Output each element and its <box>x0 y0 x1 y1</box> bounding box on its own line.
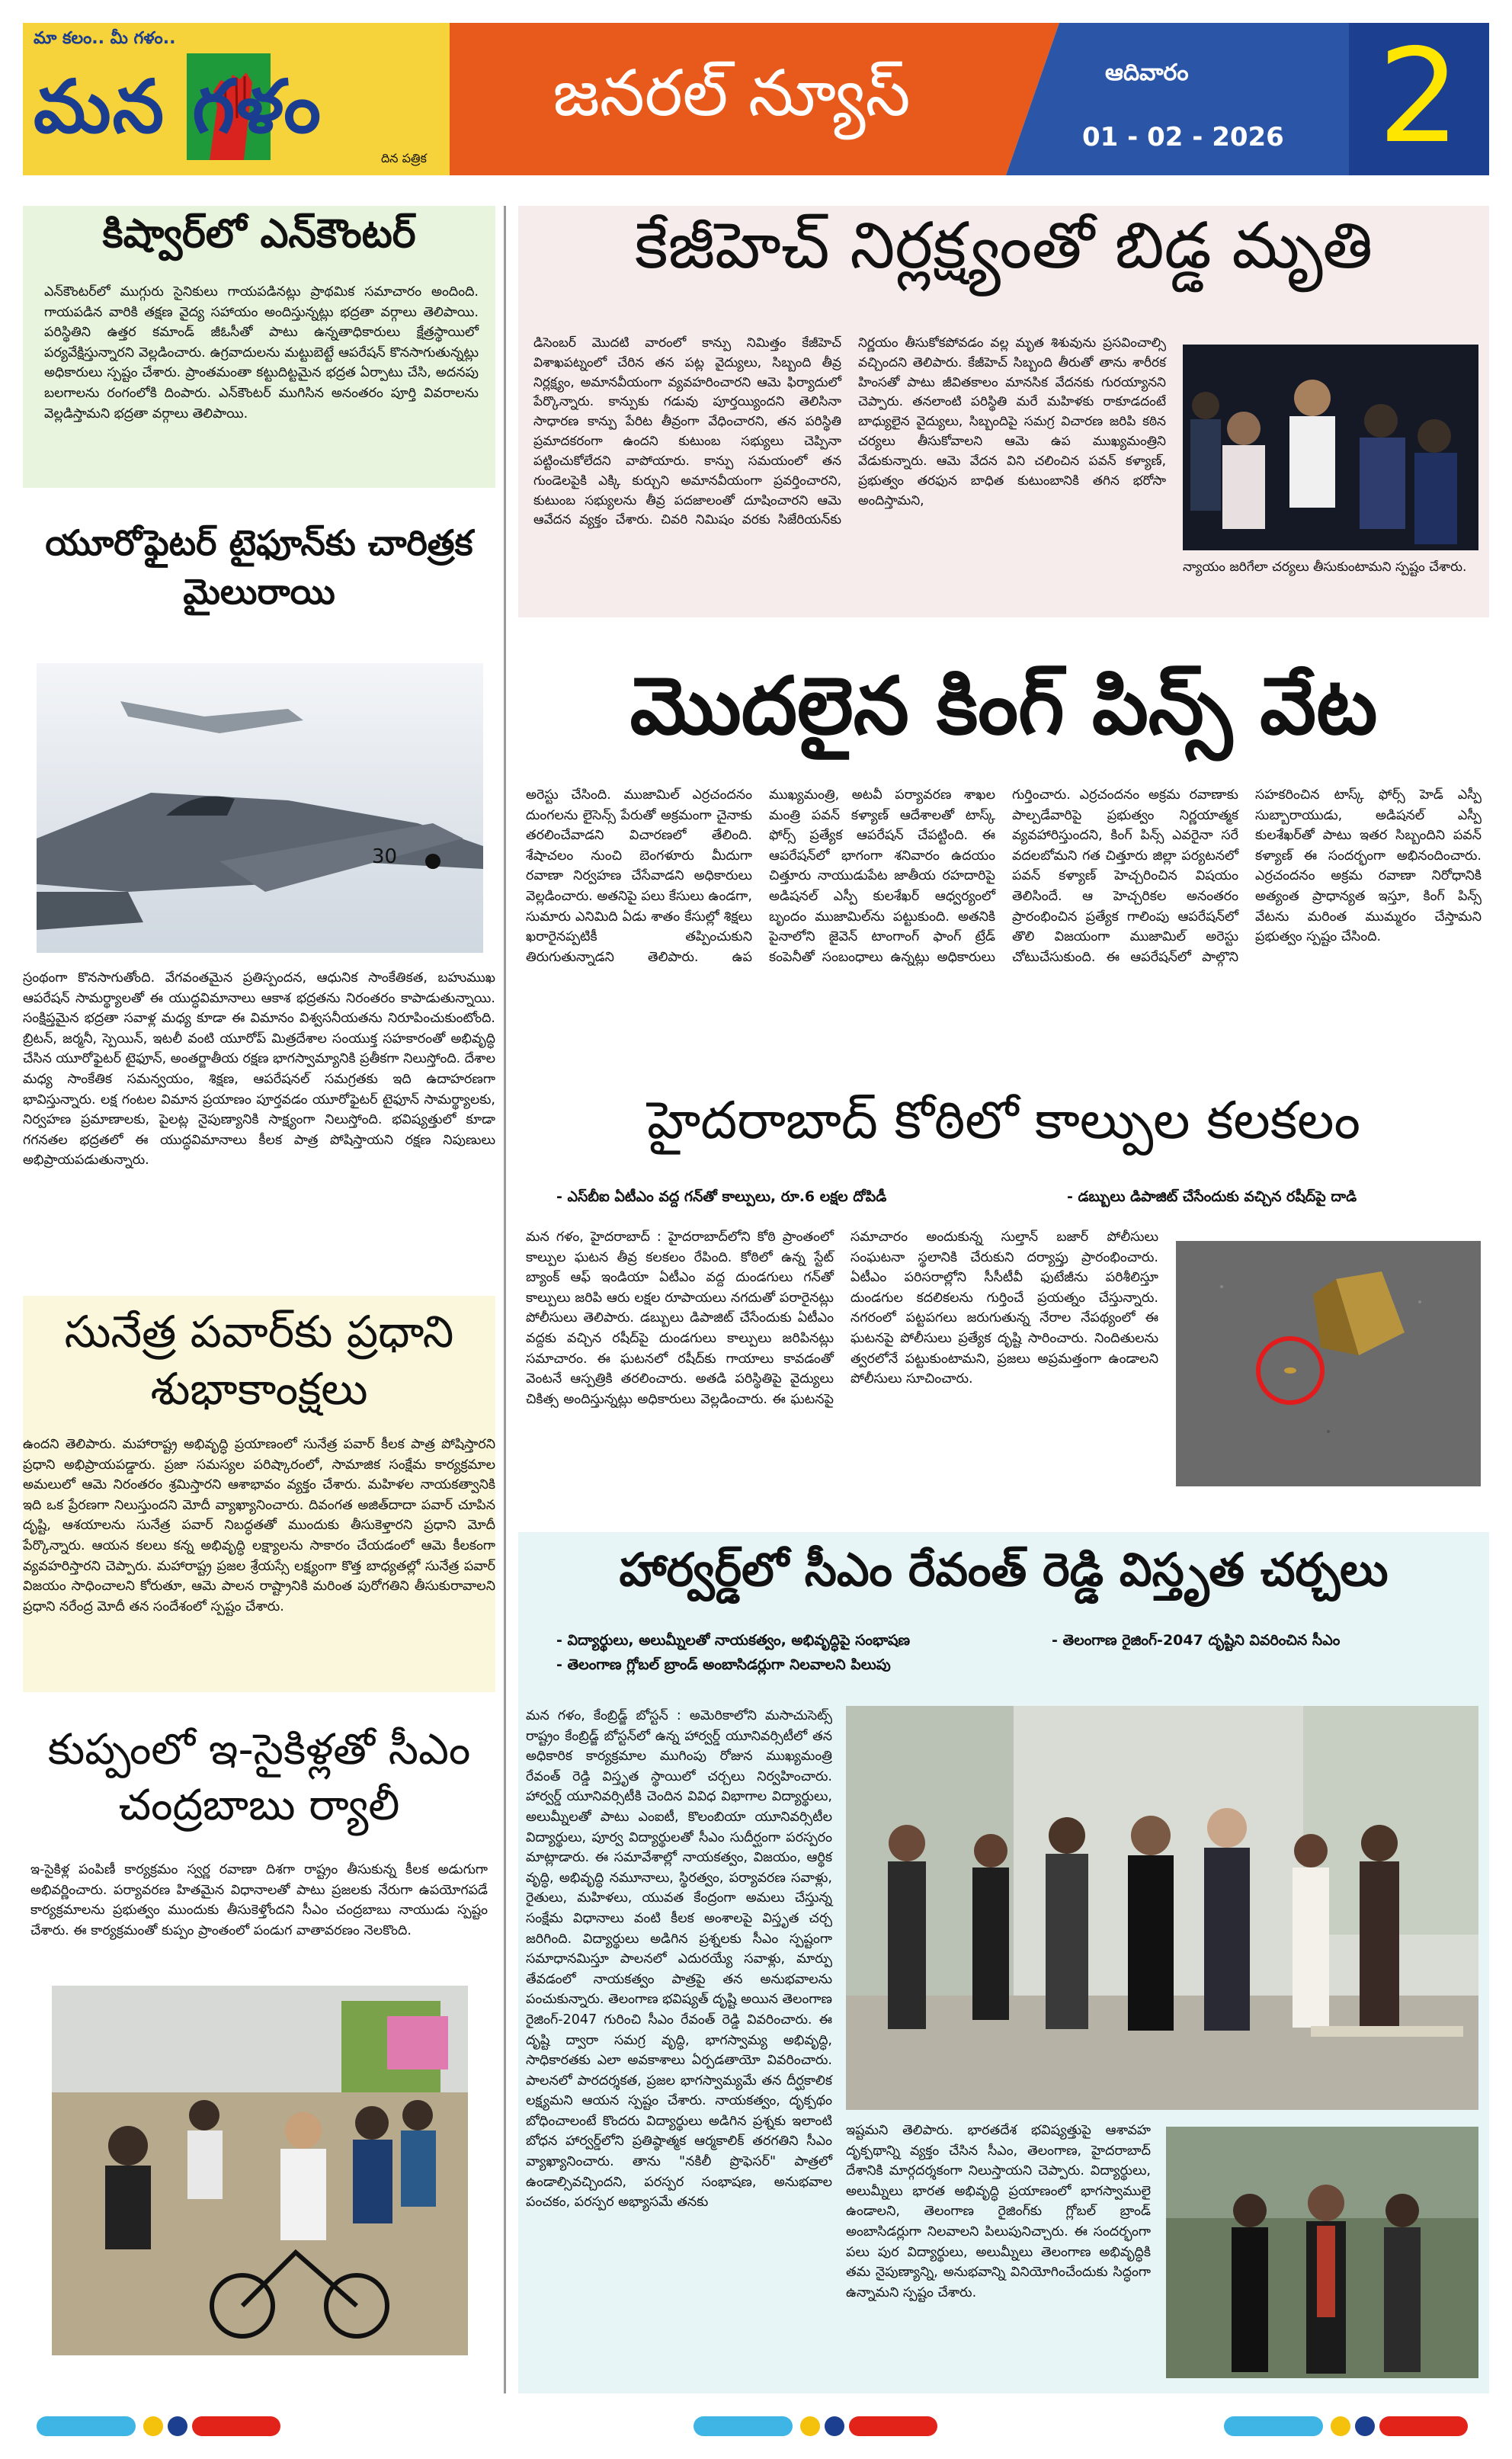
eurofighter-body: స్రంథంగా కొనసాగుతోంది. వేగవంతమైన ప్రతిస్పందన, ఆధునిక సాంకేతికత, బహుముఖ ఆపరేషన్ సామర్థ్యాలతో ఈ యుద్ధవిమానాలు ఆకాశ భద్రతను నిరంతరం కాపాడుతున్నాయి. సంక్షిప్తమైన భద్రతా సవాళ్ల మధ్య కూడా ఈ విమానం విశ్వసనీయతను నిరూపించుకుంటోంది. బ్రిటన్, జర్మనీ, స్పెయిన్, ఇటలీ వంటి యూరోప్ మిత్రదేశాల సంయుక్త సహకారంతో అభివృద్ధి చేసిన యూరోఫైటర్ టైఫూన్, అంతర్జాతీయ రక్షణ భాగస్వామ్యానికి ప్రతీకగా నిలుస్తోంది. దేశాల మధ్య సాంకేతిక సమన్వయం, శిక్షణ, ఆపరేషనల్ సమగ్రతకు ఇది ఉదాహరణగా భావిస్తున్నారు. లక్ష గంటల విమాన ప్రయాణం పూర్తవడం యూరోఫైటర్ టైఫూన్ సామర్థ్యాలకు, నిర్వహణ ప్రమాణాలకు, పైలట్ల నైపుణ్యానికి సాక్ష్యంగా నిలుస్తోంది. భవిష్యత్తులో కూడా గగనతల భద్రతలో ఈ యుద్ధవిమానాలు కీలక పాత్ర పోషిస్తాయని రక్షణ నిపుణులు అభిప్రాయపడుతున్నారు. <box>23 970 495 1169</box>
kgh-photo <box>1183 345 1478 550</box>
kuppam-headline: కుప్పంలో ఇ-సైకిళ్లతో సీఎం చంద్రబాబు ర్యాలీ <box>47 1725 471 1830</box>
harvard-sub-3: - తెలంగాణ గ్లోబల్ బ్రాండ్ అంబాసిడర్లుగా నిలవాలని పిలుపు <box>556 1656 891 1673</box>
footer-bar-right <box>1224 2416 1468 2436</box>
sunetra-body: ఉందని తెలిపారు. మహారాష్ట్ర అభివృద్ధి ప్రయాణంలో సునేత్ర పవార్ కీలక పాత్ర పోషిస్తారని ప్రధాని అభిప్రాయపడ్డారు. ప్రజా సమస్యల పరిష్కారంలో, సామాజిక సంక్షేమ కార్యక్రమాల అమలులో ఆమె నిరంతరం శ్రమిస్తారని ఆశాభావం వ్యక్తం చేశారు. మహిళల నాయకత్వానికి ఇది ఒక ప్రేరణగా నిలుస్తుందని మోదీ వ్యాఖ్యానించారు. దివంగత అజిత్‌దాదా పవార్ చూపిన దృష్టి, ఆశయాలను సునేత్ర పవార్ నిబద్ధతతో ముందుకు తీసుకెళ్తారని ప్రధాని మోదీ పేర్కొన్నారు. ఆయన కలలు కన్న అభివృద్ధి లక్ష్యాలను సాకారం చేయడంలో ఆమె కీలకంగా వ్యవహరిస్తారని చెప్పారు. మహారాష్ట్ర ప్రజల శ్రేయస్సే లక్ష్యంగా కొత్త బాధ్యతల్లో సునేత్ర పవార్ విజయం సాధించాలని కోరుతూ, ఆమె పాలన రాష్ట్రానికి మరింత పురోగతిని తీసుకురావాలని ప్రధాని నరేంద్ర మోదీ తన సందేశంలో స్పష్టం చేశారు. <box>23 1437 495 1614</box>
hyderabad-sub-1: - ఎస్‌బీఐ ఏటీఎం వద్ద గన్‌తో కాల్పులు, రూ.6 లక్షల దోపిడీ <box>556 1188 887 1205</box>
kgh-article <box>518 206 1489 617</box>
harvard-sub-1: - విద్యార్థులు, అలుమ్నీలతో నాయకత్వం, అభివృద్ధిపై సంభాషణ <box>556 1632 911 1649</box>
kishtwar-body: ఎన్‌కౌంటర్‌లో ముగ్గురు సైనికులు గాయపడినట్లు ప్రాథమిక సమాచారం అందింది. గాయపడిన వారికి తక్షణ వైద్య సహాయం అందిస్తున్నట్లు భద్రతా వర్గాలు తెలిపాయి. పరిస్థితిని ఉత్తర కమాండ్ జీఓసీతో పాటు ఉన్నతాధికారులు క్షేత్రస్థాయిలో పర్యవేక్షిస్తున్నారని వెల్లడించారు. ఉగ్రవాదులను మట్టుబెట్టే ఆపరేషన్ కొనసాగుతున్నట్లు అధికారులు స్పష్టం చేశారు. ప్రాంతమంతా కట్టుదిట్టమైన భద్రత ఏర్పాటు చేసి, అదనపు బలగాలను రంగంలోకి దింపారు. ఎన్‌కౌంటర్ ముగిసిన అనంతరం పూర్తి వివరాలను వెల్లడిస్తామని భద్రతా వర్గాలు తెలిపాయి. <box>44 284 479 422</box>
logo-block <box>23 23 450 175</box>
issue-day: ఆదివారం <box>1105 59 1189 86</box>
logo-tagline: మా కలం.. మీ గళం.. <box>34 29 176 48</box>
crowd-photo-icon <box>1183 345 1478 550</box>
masthead <box>23 23 1489 175</box>
fighter-jet-icon <box>37 663 483 953</box>
kingpins-headline: మొదలైన కింగ్ పిన్స్ వేట <box>629 659 1378 752</box>
kgh-headline: కేజీహెచ్ నిర్లక్ష్యంతో బిడ్డ మృతి <box>634 208 1373 283</box>
cycle-rally-icon <box>52 1986 468 2355</box>
sunetra-headline: సునేత్ర పవార్‌కు ప్రధాని శుభాకాంక్షలు <box>64 1306 454 1415</box>
sunetra-article <box>23 1296 495 1692</box>
eurofighter-photo <box>37 663 483 953</box>
page-number: 2 <box>1377 21 1461 172</box>
harvard-headline: హార్వర్డ్‌లో సీఎం రేవంత్ రెడ్డి విస్తృత చర్చలు <box>619 1544 1389 1597</box>
issue-date: 01 - 02 - 2026 <box>1082 122 1284 152</box>
kishtwar-headline: కిష్వార్‌లో ఎన్‌కౌంటర్ <box>102 211 416 257</box>
trio-photo-icon <box>1166 2127 1478 2378</box>
column-divider <box>504 206 506 2393</box>
footer-bar-left <box>37 2416 280 2436</box>
hyderabad-headline: హైదరాబాద్ కోఠిలో కాల్పుల కలకలం <box>647 1091 1360 1151</box>
logo-text: మన గళం <box>34 64 322 149</box>
hyderabad-photo <box>1176 1241 1481 1486</box>
section-title: జనరల్ న్యూస్ <box>553 56 911 130</box>
footer-bar-center <box>694 2416 937 2436</box>
bullet-evidence-icon <box>1176 1241 1481 1486</box>
kishtwar-article <box>23 206 495 488</box>
kgh-body: డిసెంబర్ మొదటి వారంలో కాన్పు నిమిత్తం కేజీహెచ్ విశాఖపట్నంలో చేరిన తన పట్ల వైద్యులు, సిబ్బంది తీవ్ర నిర్లక్ష్యం, అమానవీయంగా వ్యవహరించారని ఆమె ఫిర్యాదులో పేర్కొన్నారు. కాన్పుకు గడువు పూర్తయ్యిందని తెలిసినా సాధారణ కాన్పు పేరిట తీవ్రంగా వేధించారని, తన పరిస్థితి ప్రమాదకరంగా ఉందని కుటుంబ సభ్యులు చెప్పినా పట్టించుకోలేదని వాపోయారు. కాన్పు సమయంలో తన గుండెలపైకి ఎక్కి కుర్చుని అమానవీయంగా ప్రవర్తించారని, కుటుంబ సభ్యులను తీవ్ర పదజాలంతో దూషించారని ఆమె ఆవేదన వ్యక్తం చేశారు. చివరి నిమిషం వరకు సిజేరియన్‌కు నిర్ణయం తీసుకోకపోవడం వల్ల మృత శిశువును ప్రసవించాల్సి వచ్చిందని తెలిపారు. కేజీహెచ్ సిబ్బంది తీరుతో తాను శారీరక హింసతో పాటు జీవితకాలం మానసిక వేదనకు గురయ్యానని చెప్పారు. తనలాంటి పరిస్థితి మరే మహిళకు రాకూడదంటే బాధ్యులైన వైద్యులు, సిబ్బందిపై సమగ్ర విచారణ జరిపి కఠిన చర్యలు తీసుకోవాలని ఆమె ఉప ముఖ్యమంత్రిని వేడుకున్నారు. ఆమె వేదన విని చలించిన పవన్ కళ్యాణ్, ప్రభుత్వం తరఫున బాధిత కుటుంబానికి తగిన భరోసా అందిస్తామని, <box>533 335 1166 528</box>
harvard-sub-2: - తెలంగాణ రైజింగ్-2047 దృష్టిని వివరించిన సీఎం <box>1052 1632 1341 1649</box>
harvard-body-right: ఇష్టమని తెలిపారు. భారతదేశ భవిష్యత్తుపై ఆశావహ దృక్పథాన్ని వ్యక్తం చేసిన సీఎం, తెలంగాణ, హైదరాబాద్ దేశానికి మార్గదర్శకంగా నిలుస్తాయని చెప్పారు. విద్యార్థులు, అలుమ్నీలు భారత అభివృద్ధి ప్రయాణంలో భాగస్వాములై ఉండాలని, తెలంగాణ రైజింగ్‌కు గ్లోబల్ బ్రాండ్ అంబాసిడర్లుగా నిలవాలని పిలుపునిచ్చారు. ఈ సందర్భంగా పలు పుర విద్యార్థులు, అలుమ్నీలు తెలంగాణ అభివృద్ధికి తమ నైపుణ్యాన్ని, అనుభవాన్ని వినియోగించేందుకు సిద్ధంగా ఉన్నామని స్పష్టం చేశారు. <box>846 2123 1151 2300</box>
hyderabad-sub-2: - డబ్బులు డిపాజిట్ చేసేందుకు వచ్చిన రషీద్‌పై దాడి <box>1067 1188 1357 1205</box>
fighter-tail-number: 30 <box>372 845 398 868</box>
harvard-body-left: మన గళం, కేంబ్రిడ్జ్ బోస్టన్ : అమెరికాలోని మసాచుసెట్స్ రాష్ట్రం కేంబ్రిడ్జ్ బోస్టన్‌లో ఉన్న హార్వర్డ్ యూనివర్సిటీలో తన అధికారిక కార్యక్రమాల ముగింపు రోజున ముఖ్యమంత్రి రేవంత్ రెడ్డి విస్తృత స్థాయిలో చర్చలు నిర్వహించారు. హార్వర్డ్ యూనివర్సిటీకి చెందిన వివిధ విభాగాల విద్యార్థులు, అలుమ్నీలతో పాటు ఎంఐటీ, కొలంబియా యూనివర్సిటీల విద్యార్థులు, పూర్వ విద్యార్థులతో సీఎం సుదీర్ఘంగా పరస్పరం మాట్లాడారు. ఈ సమావేశాల్లో నాయకత్వం, విజయం, ఆర్థిక వృద్ధి, అభివృద్ధి నమూనాలు, స్థిరత్వం, పర్యావరణ సవాళ్లు, రైతులు, మహిళలు, యువత కేంద్రంగా అమలు చేస్తున్న సంక్షేమ విధానాలు వంటి కీలక అంశాలపై విస్తృత చర్చ జరిగింది. విద్యార్థులు అడిగిన ప్రశ్నలకు సీఎం స్పష్టంగా సమాధానమిస్తూ పాలనలో ఎదురయ్యే సవాళ్లు, మార్పు తేవడంలో నాయకత్వం పాత్రపై తన అనుభవాలను పంచుకున్నారు. తెలంగాణ భవిష్యత్ దృష్టి అయిన తెలంగాణ రైజింగ్-2047 గురించి సీఎం రేవంత్ రెడ్డి వివరించారు. ఈ దృష్టి ద్వారా సమగ్ర వృద్ధి, భాగస్వామ్య అభివృద్ధి, సాధికారతకు ఎలా అవకాశాలు ఏర్పడతాయో వివరించారు. పాలనలో పారదర్శకత, ప్రజల భాగస్వామ్యమే తన దీర్ఘకాలిక లక్ష్యమని ఆయన స్పష్టం చేశారు. నాయకత్వం, దృక్పథం బోధించాలంటే కొందరు విద్యార్థులు అడిగిన ప్రశ్నకు ఇలాంటి బోధన హార్వర్డ్‌లోని ప్రతిష్ఠాత్మక ఆర్మకాలిక్ తరగతిని సీఎం వ్యాఖ్యానించారు. తాను "నకిలీ ప్రొఫెసర్" పాత్రలో ఉండాల్సివచ్చిందని, పరస్పర సంభాషణ, అనుభవాల పంచకం, పరస్పర అభ్యాసమే తనకు <box>526 1708 832 2211</box>
group-photo-icon <box>846 1706 1478 2110</box>
kingpins-body: అరెస్టు చేసింది. ముజామిల్ ఎర్రచందనం దుంగలను లైసెన్స్ పేరుతో అక్రమంగా చైనాకు తరలించేవాడని విచారణలో తేలింది. శేషాచలం నుంచి బెంగళూరు మీదుగా రవాణా నిర్వహణ చేసేవాడని అధికారులు వెల్లడించారు. అతనిపై పలు కేసులు ఉండగా, సుమారు ఎనిమిది ఏడు శాతం కేసుల్లో శిక్షలు ఖరారైనప్పటికీ తప్పించుకుని తిరుగుతున్నాడని తెలిపారు. ఉప ముఖ్యమంత్రి, అటవీ పర్యావరణ శాఖల మంత్రి పవన్ కళ్యాణ్ ఆదేశాలతో టాస్క్ ఫోర్స్ ప్రత్యేక ఆపరేషన్ చేపట్టింది. ఈ ఆపరేషన్‌లో భాగంగా శనివారం ఉదయం చిత్తూరు నాయుడుపేట జాతీయ రహదారిపై అడిషనల్ ఎస్పీ కులశేఖర్ ఆధ్వర్యంలో బృందం ముజామిల్‌ను పట్టుకుంది. అతనికి పైనాలోని జైవెన్ టాంగాంగ్ ఫాంగ్ ట్రేడ్ కంపెనీతో సంబంధాలు ఉన్నట్లు అధికారులు గుర్తించారు. ఎర్రచందనం అక్రమ రవాణాకు పాల్పడేవారిపై ప్రభుత్వం నిర్ణయాత్మక వ్యవహారిస్తుందని, కింగ్ పిన్స్ ఎవరైనా సరే వదలబోమని గత చిత్తూరు జిల్లా పర్యటనలో పవన్ కళ్యాణ్ హెచ్చరించిన విషయం తెలిసిందే. ఆ హెచ్చరికల అనంతరం ప్రారంభించిన ప్రత్యేక గాలింపు ఆపరేషన్‌లో తొలి విజయంగా ముజామిల్ అరెస్టు చోటుచేసుకుంది. ఈ ఆపరేషన్‌లో పాల్గొని సహకరించిన టాస్క్ ఫోర్స్ హెడ్ ఎస్పీ సుబ్బారాయుడు, అడిషనల్ ఎస్పీ కులశేఖర్‌తో పాటు ఇతర సిబ్బందిని పవన్ కళ్యాణ్ ఈ సందర్భంగా అభినందించారు. ఎర్రచందనం అక్రమ రవాణా నిరోధానికి అత్యంత ప్రాధాన్యత ఇస్తూ, కింగ్ పిన్స్ వేటను మరింత ముమ్మరం చేస్తామని ప్రభుత్వం స్పష్టం చేసింది. <box>526 787 1482 965</box>
eurofighter-headline: యూరోఫైటర్ టైఫూన్‌కు చారిత్రక మైలురాయి <box>45 522 473 613</box>
harvard-small-photo <box>1166 2127 1478 2378</box>
harvard-group-photo <box>846 1706 1478 2110</box>
hyderabad-body: మన గళం, హైదరాబాద్ : హైదరాబాద్‌లోని కోఠి ప్రాంతంలో కాల్పుల ఘటన తీవ్ర కలకలం రేపింది. కోఠిలో ఉన్న స్టేట్ బ్యాంక్ ఆఫ్ ఇండియా ఏటీఎం వద్ద దుండగులు గన్‌తో కాల్పులు జరిపి ఆరు లక్షల రూపాయలు నగదుతో పరారైనట్లు పోలీసులు తెలిపారు. డబ్బులు డిపాజిట్ చేసేందుకు ఏటీఎం వద్దకు వచ్చిన రషీద్‌పై దుండగులు కాల్పులు జరిపినట్లు సమాచారం. ఈ ఘటనలో రషీద్‌కు గాయాలు కావడంతో వెంటనే ఆస్పత్రికి తరలించారు. అతడి పరిస్థితిపై వైద్యులు చికిత్స అందిస్తున్నట్లు అధికారులు వెల్లడించారు. ఈ ఘటనపై సమాచారం అందుకున్న సుల్తాన్ బజార్ పోలీసులు సంఘటనా స్థలానికి చేరుకుని దర్యాప్తు ప్రారంభించారు. ఏటీఎం పరిసరాల్లోని సీసీటీవీ ఫుటేజీను పరిశీలిస్తూ దుండగుల కదలికలను గుర్తించే ప్రయత్నం చేస్తున్నారు. నగరంలో పట్టపగలు జరుగుతున్న నేరాల నేపథ్యంలో ఈ ఘటనపై పోలీసులు ప్రత్యేక దృష్టి సారించారు. నిందితులను త్వరలోనే పట్టుకుంటామని, ప్రజలు అప్రమత్తంగా ఉండాలని పోలీసులు సూచించారు. <box>526 1230 1158 1407</box>
kuppam-body: ఇ-సైకిళ్ల పంపిణీ కార్యక్రమం స్వర్ణ రవాణా దిశగా రాష్ట్రం తీసుకున్న కీలక అడుగుగా అభివర్ణించారు. పర్యావరణ హితమైన విధానాలతో పాటు ప్రజలకు నేరుగా ఉపయోగపడే కార్యక్రమాలను ప్రభుత్వం ముందుకు తీసుకెళ్తోందని సీఎం చంద్రబాబు నాయుడు స్పష్టం చేశారు. ఈ కార్యక్రమంతో కుప్పం ప్రాంతంలో పండుగ వాతావరణం నెలకొంది. <box>30 1862 488 1938</box>
logo-subtitle: దిన పత్రిక <box>381 151 427 165</box>
kgh-photo-caption: న్యాయం జరిగేలా చర్యలు తీసుకుంటామని స్పష్టం చేశారు. <box>1183 559 1467 575</box>
kuppam-rally-photo <box>52 1986 468 2355</box>
